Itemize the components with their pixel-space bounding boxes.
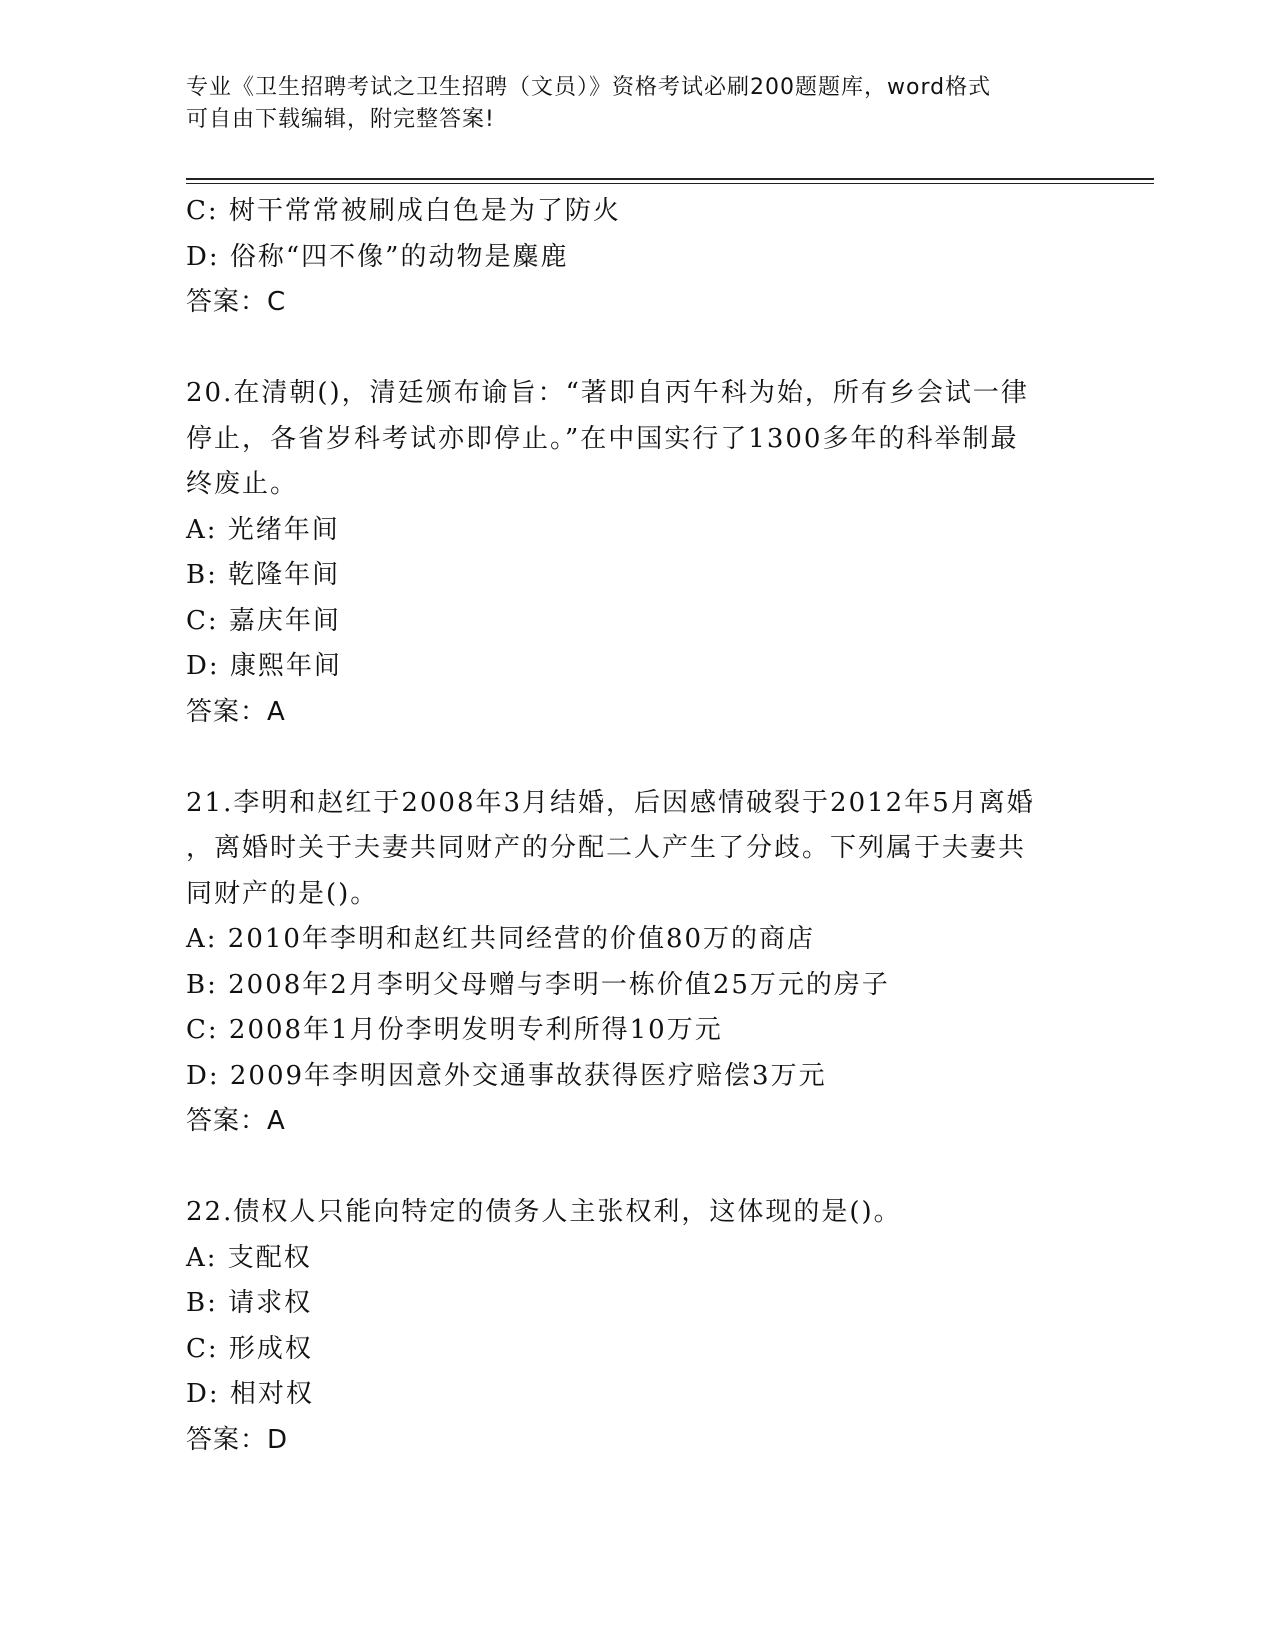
question-content <box>186 189 1106 1463</box>
spacer <box>186 326 1106 372</box>
option-c: C: 树干常常被刷成白色是为了防火 <box>186 196 621 226</box>
option-b: B: 2008年2月李明父母赠与李明一栋价值25万元的房子 <box>186 969 890 1000</box>
header-divider-thin <box>186 183 1154 184</box>
option-c: C: 2008年1月份李明发明专利所得10万元 <box>186 1015 723 1045</box>
question-stem-line: 同财产的是()。 <box>186 878 379 909</box>
option-a: A: 支配权 <box>186 1242 312 1273</box>
spacer <box>186 735 1106 781</box>
question-20 <box>186 371 1106 735</box>
option-c: C: 嘉庆年间 <box>186 605 341 636</box>
header-line-2: 可自由下载编辑，附完整答案! <box>186 107 495 132</box>
header-divider-thick <box>186 178 1154 180</box>
question-stem-line: 22.债权人只能向特定的债务人主张权利，这体现的是()。 <box>186 1197 902 1227</box>
spacer <box>186 1145 1106 1191</box>
document-header <box>186 72 1086 136</box>
header-line-1: 专业《卫生招聘考试之卫生招聘（文员）》资格考试必刷200题题库，word格式 <box>186 75 992 100</box>
question-stem-line: 终废止。 <box>186 469 299 499</box>
option-c: C: 形成权 <box>186 1333 313 1364</box>
question-22 <box>186 1190 1106 1463</box>
option-d: D: 康熙年间 <box>186 651 342 681</box>
option-b: B: 乾隆年间 <box>186 560 341 590</box>
option-d: D: 俗称“四不像”的动物是麋鹿 <box>186 241 569 272</box>
option-b: B: 请求权 <box>186 1288 313 1318</box>
answer-line: 答案：A <box>186 1106 286 1136</box>
option-a: A: 2010年李明和赵红共同经营的价值80万的商店 <box>186 924 816 954</box>
answer-line: 答案：C <box>186 287 287 317</box>
option-a: A: 光绪年间 <box>186 514 340 545</box>
question-stem-line: 21.李明和赵红于2008年3月结婚，后因感情破裂于2012年5月离婚 <box>186 787 1035 818</box>
answer-line: 答案：D <box>186 1424 289 1455</box>
question-stem-line: ，离婚时关于夫妻共同财产的分配二人产生了分歧。下列属于夫妻共 <box>186 833 1027 863</box>
answer-line: 答案：A <box>186 696 286 727</box>
question-stem-line: 20.在清朝()，清廷颁布谕旨：“著即自丙午科为始，所有乡会试一律 <box>186 378 1029 408</box>
question-21 <box>186 781 1106 1145</box>
question-19 <box>186 189 1106 326</box>
question-stem-line: 停止，各省岁科考试亦即停止。”在中国实行了1300多年的科举制最 <box>186 423 1019 454</box>
option-d: D: 相对权 <box>186 1379 314 1409</box>
option-d: D: 2009年李明因意外交通事故获得医疗赔偿3万元 <box>186 1060 827 1091</box>
